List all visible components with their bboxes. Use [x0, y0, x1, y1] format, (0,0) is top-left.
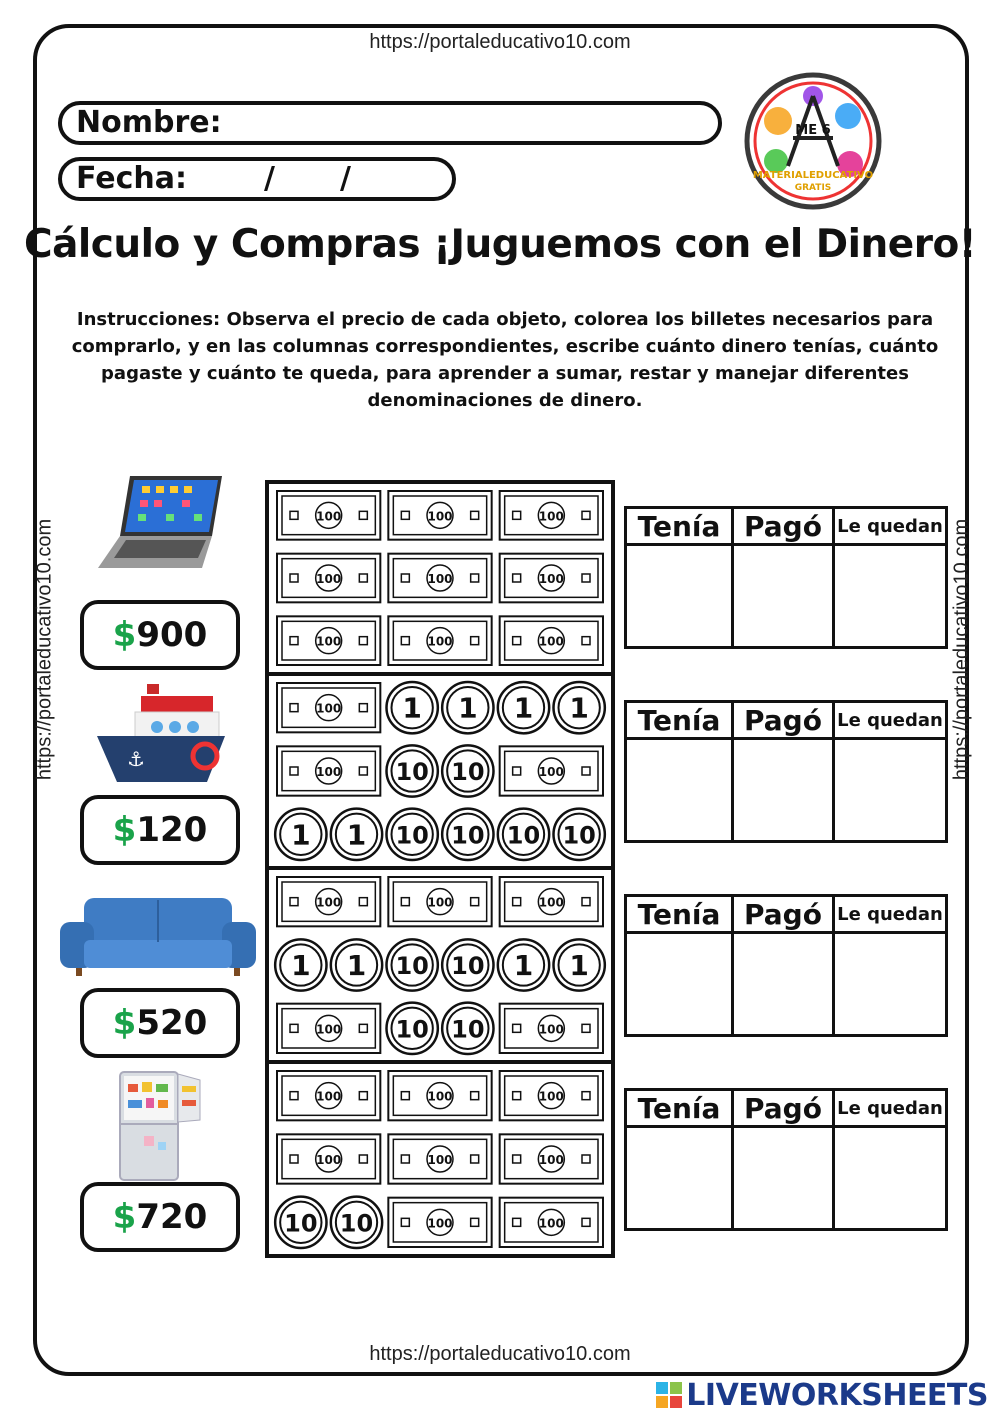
coin-1[interactable] — [442, 682, 493, 733]
svg-text:1: 1 — [569, 949, 589, 982]
bill-100[interactable] — [277, 1004, 380, 1053]
coin-1[interactable] — [387, 682, 438, 733]
bill-100[interactable] — [500, 1071, 603, 1120]
svg-text:100: 100 — [316, 634, 342, 649]
coin-1[interactable] — [331, 939, 382, 990]
coin-10[interactable] — [442, 745, 493, 796]
svg-text:10: 10 — [284, 1209, 318, 1238]
answer-cell-left[interactable] — [834, 933, 947, 1036]
bill-100[interactable] — [500, 616, 603, 665]
answer-cell-left[interactable] — [834, 1127, 947, 1230]
boat-icon — [95, 684, 227, 784]
svg-text:100: 100 — [538, 895, 564, 910]
answer-cell-had[interactable] — [626, 545, 733, 648]
coin-10[interactable] — [442, 939, 493, 990]
answer-table — [624, 1088, 948, 1231]
svg-text:100: 100 — [316, 765, 342, 779]
coin-10[interactable] — [442, 1003, 493, 1054]
coin-1[interactable] — [498, 939, 549, 990]
svg-text:1: 1 — [569, 691, 589, 725]
header-le-quedan: Le quedan — [834, 508, 947, 545]
bill-100[interactable] — [500, 746, 603, 795]
logo — [738, 66, 888, 216]
svg-text:100: 100 — [538, 509, 564, 524]
coin-1[interactable] — [331, 809, 382, 860]
header-pago: Pagó — [733, 896, 834, 933]
coin-10[interactable] — [275, 1197, 326, 1248]
svg-text:10: 10 — [451, 1015, 485, 1044]
liveworksheets-icon — [656, 1382, 682, 1408]
answer-table — [624, 506, 948, 649]
money-box — [265, 672, 615, 870]
svg-text:100: 100 — [427, 1153, 453, 1167]
svg-text:100: 100 — [316, 509, 342, 524]
svg-text:10: 10 — [395, 758, 429, 786]
answer-cell-had[interactable] — [626, 1127, 733, 1230]
site-url-left: https://portaleducativo10.com — [33, 518, 56, 781]
money-box — [265, 1060, 615, 1258]
bill-100[interactable] — [500, 877, 603, 926]
answer-cell-paid[interactable] — [733, 1127, 834, 1230]
header-tenia: Tenía — [626, 1090, 733, 1127]
date-separator: / — [340, 161, 351, 196]
header-pago: Pagó — [733, 1090, 834, 1127]
svg-text:100: 100 — [316, 701, 342, 716]
svg-text:100: 100 — [538, 1089, 564, 1104]
svg-text:1: 1 — [346, 818, 367, 852]
svg-text:10: 10 — [506, 821, 541, 850]
currency-symbol: $ — [112, 1197, 137, 1237]
svg-text:⚓: ⚓ — [127, 747, 145, 771]
bill-100[interactable] — [277, 1071, 380, 1120]
bill-100[interactable] — [500, 1134, 603, 1183]
coin-1[interactable] — [498, 682, 549, 733]
footer-brand — [656, 1378, 988, 1413]
header-pago: Pagó — [733, 508, 834, 545]
date-label: Fecha: — [76, 161, 188, 196]
logo-text-sub: GRATIS — [794, 183, 832, 193]
money-box — [265, 480, 615, 676]
bill-100[interactable] — [277, 491, 380, 540]
bill-100[interactable] — [500, 554, 603, 603]
page-title: Cálculo y Compras ¡Juguemos con el Dinero! — [23, 222, 977, 267]
header-le-quedan: Le quedan — [834, 702, 947, 739]
name-label: Nombre: — [76, 105, 222, 140]
price-tag — [80, 988, 240, 1058]
svg-text:10: 10 — [451, 821, 485, 850]
price-value: 520 — [136, 1003, 208, 1043]
svg-text:1: 1 — [513, 691, 534, 725]
svg-text:1: 1 — [458, 691, 478, 725]
bill-100[interactable] — [388, 1071, 491, 1120]
answer-cell-left[interactable] — [834, 739, 947, 842]
site-url-right: https://portaleducativo10.com — [950, 518, 973, 781]
price-value: 720 — [136, 1197, 208, 1237]
svg-text:100: 100 — [538, 765, 564, 779]
bill-100[interactable] — [388, 616, 491, 665]
coin-1[interactable] — [554, 939, 605, 990]
money-box — [265, 866, 615, 1064]
site-url-bottom: https://portaleducativo10.com — [369, 1343, 631, 1365]
answer-cell-paid[interactable] — [733, 545, 834, 648]
svg-text:1: 1 — [346, 949, 367, 982]
date-field[interactable] — [58, 157, 456, 201]
coin-1[interactable] — [554, 682, 605, 733]
coin-10[interactable] — [442, 809, 493, 860]
svg-text:100: 100 — [538, 1216, 564, 1231]
coin-10[interactable] — [387, 1003, 438, 1054]
svg-text:100: 100 — [427, 509, 453, 524]
fridge-icon — [118, 1070, 202, 1182]
bill-100[interactable] — [388, 554, 491, 603]
svg-text:100: 100 — [538, 634, 564, 649]
svg-text:1: 1 — [291, 818, 311, 852]
bill-100[interactable] — [388, 877, 491, 926]
svg-text:100: 100 — [427, 895, 453, 910]
price-value: 120 — [136, 810, 208, 850]
bill-100[interactable] — [277, 877, 380, 926]
coin-10[interactable] — [387, 939, 438, 990]
svg-text:100: 100 — [538, 1153, 564, 1167]
svg-text:1: 1 — [291, 949, 311, 982]
currency-symbol: $ — [112, 1003, 137, 1043]
svg-text:100: 100 — [427, 1216, 453, 1231]
svg-text:100: 100 — [427, 572, 453, 586]
svg-text:100: 100 — [316, 1153, 342, 1167]
svg-text:100: 100 — [316, 1089, 342, 1104]
svg-text:100: 100 — [427, 1089, 453, 1104]
header-tenia: Tenía — [626, 896, 733, 933]
header-le-quedan: Le quedan — [834, 1090, 947, 1127]
site-url-top: https://portaleducativo10.com — [369, 31, 631, 53]
bill-100[interactable] — [500, 491, 603, 540]
svg-text:10: 10 — [339, 1209, 374, 1238]
answer-table — [624, 894, 948, 1037]
price-tag — [80, 1182, 240, 1252]
price-tag — [80, 795, 240, 865]
header-tenia: Tenía — [626, 702, 733, 739]
bill-100[interactable] — [277, 616, 380, 665]
name-field[interactable] — [58, 101, 722, 145]
bill-100[interactable] — [277, 746, 380, 795]
logo-badge: ME 6 — [795, 123, 831, 138]
svg-text:100: 100 — [538, 572, 564, 586]
svg-text:1: 1 — [513, 949, 534, 982]
bill-100[interactable] — [388, 1198, 491, 1247]
svg-text:100: 100 — [316, 895, 342, 910]
bill-100[interactable] — [500, 1198, 603, 1247]
sofa-icon — [60, 892, 256, 976]
currency-symbol: $ — [112, 810, 137, 850]
coin-10[interactable] — [387, 745, 438, 796]
answer-cell-had[interactable] — [626, 933, 733, 1036]
bill-100[interactable] — [277, 683, 380, 732]
svg-text:10: 10 — [562, 821, 596, 850]
bill-100[interactable] — [277, 1134, 380, 1183]
bill-100[interactable] — [388, 491, 491, 540]
instructions: Instrucciones: Observa el precio de cada objeto, colorea los billetes necesarios para comprarlo, y en las columnas correspondientes, escribe cuánto dinero tenías, cuánto pagaste y cuánto te queda, para aprender a sumar, restar y manejar diferentes denominaciones de dinero. — [71, 309, 939, 411]
coin-10[interactable] — [331, 1197, 382, 1248]
header-tenia: Tenía — [626, 508, 733, 545]
bill-100[interactable] — [500, 1004, 603, 1053]
coin-1[interactable] — [275, 939, 326, 990]
bill-100[interactable] — [388, 1134, 491, 1183]
answer-cell-left[interactable] — [834, 545, 947, 648]
logo-text: MATERIALEDUCATIVO — [752, 170, 874, 181]
header-le-quedan: Le quedan — [834, 896, 947, 933]
svg-text:1: 1 — [402, 691, 422, 725]
bill-100[interactable] — [277, 554, 380, 603]
answer-cell-paid[interactable] — [733, 739, 834, 842]
svg-text:10: 10 — [395, 952, 429, 980]
svg-text:100: 100 — [427, 634, 453, 649]
price-tag — [80, 600, 240, 670]
laptop-icon — [94, 472, 226, 572]
price-value: 900 — [136, 615, 208, 655]
footer-brand-text: LIVEWORKSHEETS — [686, 1378, 988, 1413]
date-separator: / — [264, 161, 275, 196]
svg-text:10: 10 — [451, 758, 485, 786]
currency-symbol: $ — [112, 615, 137, 655]
coin-1[interactable] — [275, 809, 326, 860]
svg-text:100: 100 — [538, 1022, 564, 1037]
answer-cell-paid[interactable] — [733, 933, 834, 1036]
svg-text:100: 100 — [316, 1022, 342, 1037]
svg-text:10: 10 — [451, 952, 485, 980]
coin-10[interactable] — [554, 809, 605, 860]
svg-text:100: 100 — [316, 572, 342, 586]
coin-10[interactable] — [387, 809, 438, 860]
answer-table — [624, 700, 948, 843]
svg-text:10: 10 — [395, 1015, 429, 1044]
svg-text:10: 10 — [395, 821, 429, 850]
coin-10[interactable] — [498, 809, 549, 860]
answer-cell-had[interactable] — [626, 739, 733, 842]
header-pago: Pagó — [733, 702, 834, 739]
